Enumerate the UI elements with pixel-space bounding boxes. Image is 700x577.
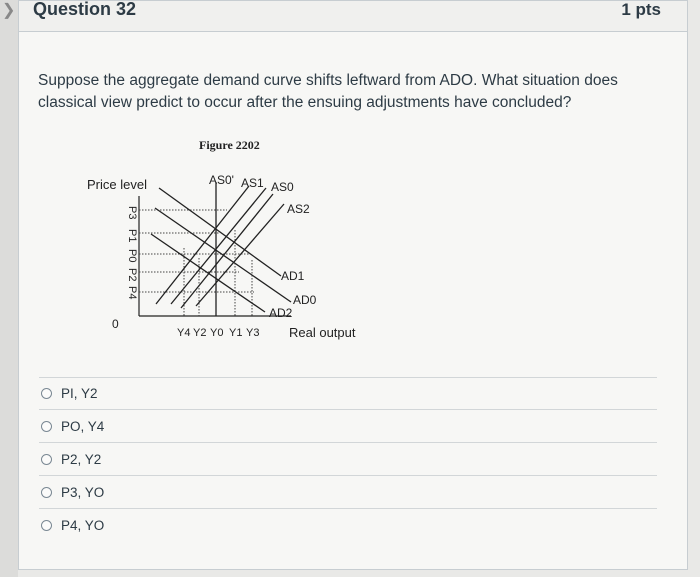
figure-graph: [59, 126, 399, 351]
y-axis-label: Price level: [87, 177, 147, 192]
radio-button[interactable]: [41, 454, 52, 465]
answer-divider: [39, 475, 657, 476]
answer-option-3[interactable]: [41, 447, 101, 471]
answer-divider: [39, 409, 657, 410]
as0-curve: [181, 194, 273, 308]
question-text: Suppose the aggregate demand curve shifts leftward from ADO. What situation does classical view predict to occur after the ensuing adjustments have concluded?: [38, 72, 618, 111]
y-tick-p1: P1: [126, 229, 138, 243]
origin-label: 0: [112, 317, 119, 331]
answer-divider: [39, 442, 657, 443]
question-header: [19, 1, 687, 32]
x-tick-y1: Y1: [229, 327, 243, 339]
answer-option-5[interactable]: [41, 513, 104, 537]
as1-label: AS1: [241, 176, 264, 190]
question-title: Question 32: [33, 0, 137, 19]
ad1-curve: [159, 188, 281, 276]
as1-curve: [171, 188, 266, 304]
price-guides: [139, 210, 254, 292]
x-tick-y0: Y0: [210, 327, 224, 339]
figure-2202: [59, 126, 399, 351]
x-axis-label: Real output: [289, 325, 356, 340]
x-tick-y3: Y3: [246, 327, 260, 339]
y-tick-p4: P4: [126, 286, 138, 300]
answer-label: PO, Y4: [61, 418, 105, 434]
answer-option-4[interactable]: [41, 480, 104, 504]
ad1-label: AD1: [281, 269, 305, 283]
left-edge: [0, 0, 18, 577]
answer-divider: [39, 508, 657, 509]
ad2-label: AD2: [269, 306, 293, 320]
ad0-label: AD0: [293, 293, 317, 307]
x-tick-y2: Y2: [193, 327, 207, 339]
chevron-right-icon: ❯: [2, 2, 16, 19]
as0-label: AS0: [271, 180, 294, 194]
answer-divider: [39, 377, 657, 378]
question-card: [18, 0, 688, 570]
question-points: 1 pts: [621, 0, 661, 19]
x-tick-y4: Y4: [177, 327, 191, 339]
y-tick-p2: P2: [126, 268, 138, 282]
answer-option-2[interactable]: [41, 414, 104, 438]
as2-label: AS2: [287, 202, 310, 216]
answer-label: P2, Y2: [61, 451, 102, 467]
answer-label: P4, YO: [61, 517, 105, 533]
radio-button[interactable]: [41, 421, 52, 432]
answer-label: P3, YO: [61, 484, 105, 500]
ad0-curve: [155, 208, 291, 302]
figure-title: Figure 2202: [199, 138, 260, 152]
radio-button[interactable]: [41, 520, 52, 531]
radio-button[interactable]: [41, 487, 52, 498]
y-tick-p0: P0: [126, 249, 138, 263]
as0-prime-label: AS0': [209, 173, 234, 187]
y-tick-p3: P3: [126, 206, 138, 220]
answer-option-1[interactable]: [41, 381, 98, 405]
answer-label: PI, Y2: [61, 385, 98, 401]
radio-button[interactable]: [41, 388, 52, 399]
